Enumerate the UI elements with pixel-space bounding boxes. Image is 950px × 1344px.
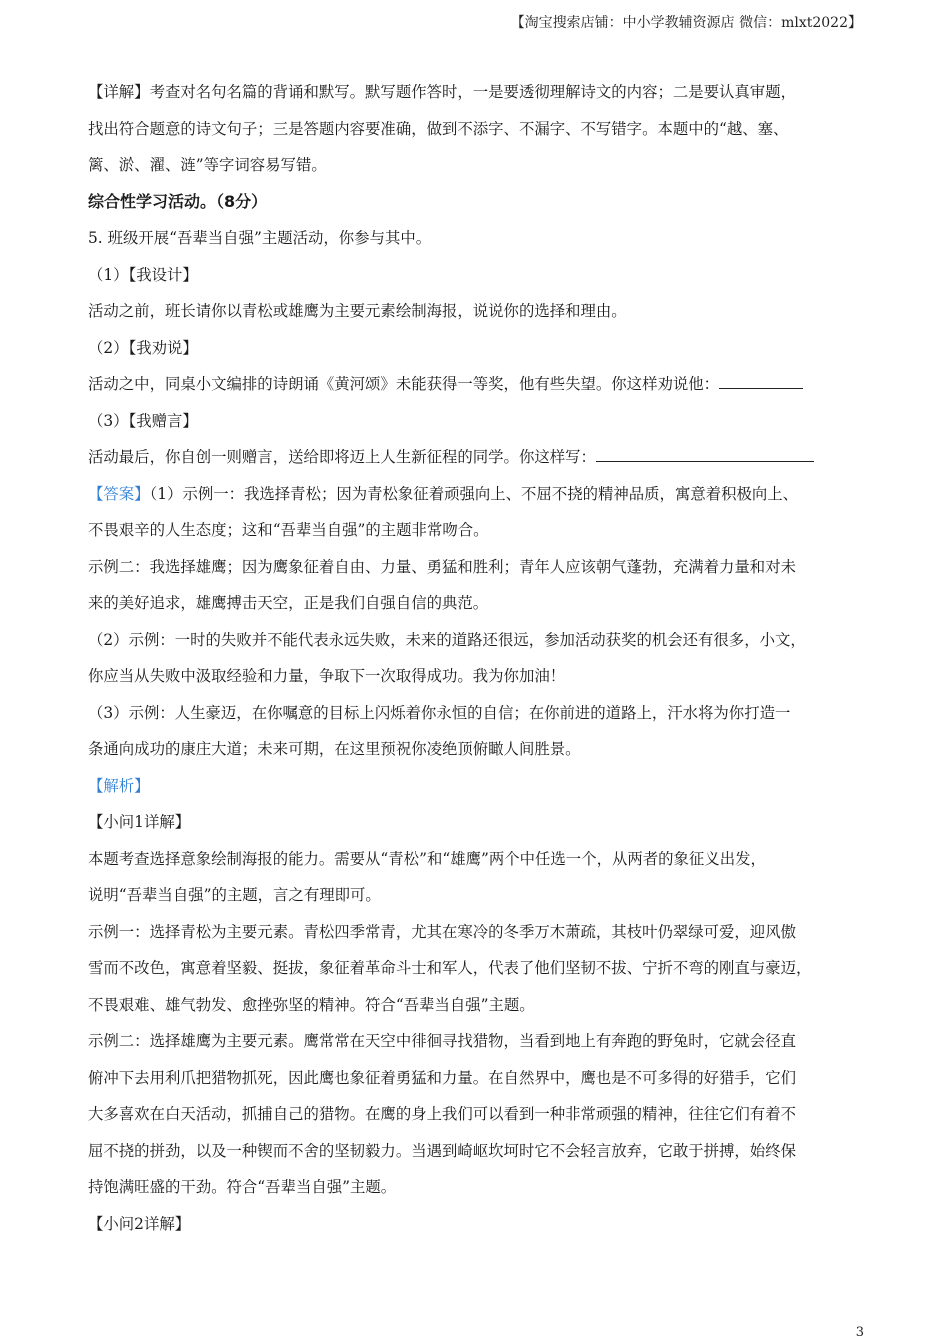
answer-line-8: 条通向成功的康庄大道；未来可期，在这里预祝你凌绝顶俯瞰人间胜景。 xyxy=(88,740,581,758)
answer-line-5: （2）示例：一时的失败并不能代表永远失败，未来的道路还很远，参加活动获奖的机会还有很多，小文， xyxy=(88,630,806,649)
analysis-text-line: 示例一：选择青松为主要元素。青松四季常青，尤其在寒冷的冬季万木萧疏，其枝叶仍翠绿可爱，迎风傲 xyxy=(88,922,796,941)
analysis-text-line: 示例二：选择雄鹰为主要元素。鹰常常在天空中徘徊寻找猎物，当看到地上有奔跑的野兔时，它就会径直 xyxy=(88,1032,796,1050)
subquestion-2-prompt: 活动之中，同桌小文编排的诗朗诵《黄河颂》未能获得一等奖，他有些失望。你这样劝说他： xyxy=(88,366,878,403)
detail-line-1: 【详解】考查对名句名篇的背诵和默写。默写题作答时，一是要透彻理解诗文的内容；二是要认真审题， xyxy=(88,83,796,101)
subquestion-1-title: （1）【我设计】 xyxy=(88,265,198,284)
answer-line-1: 【答案】（1）示例一：我选择青松；因为青松象征着顽强向上、不屈不挠的精神品质，寓意着积极向上、 xyxy=(88,484,799,503)
analysis-text-line: 大多喜欢在白天活动，抓捕自己的猎物。在鹰的身上我们可以看到一种非常顽强的精神，往往它们有着不 xyxy=(88,1105,796,1123)
page-number: 3 xyxy=(855,1325,864,1340)
analysis-text-line: 雪而不改色，寓意着坚毅、挺拔，象征着革命斗士和军人，代表了他们坚韧不拔、宁折不弯的刚直与豪迈， xyxy=(88,959,812,977)
answer-line-7: （3）示例：人生豪迈，在你嘱意的目标上闪烁着你永恒的自信；在你前进的道路上，汗水将为你打造一 xyxy=(88,703,791,722)
answer-blank xyxy=(719,366,803,389)
section-heading: 综合性学习活动。（8分） xyxy=(88,191,268,211)
page-header: 【淘宝搜索店铺：中小学教辅资源店 微信：mlxt2022】 xyxy=(510,15,862,31)
question-5-stem: 5. 班级开展“吾辈当自强”主题活动，你参与其中。 xyxy=(88,229,432,247)
analysis-text-line: 说明“吾辈当自强”的主题，言之有理即可。 xyxy=(88,886,381,904)
analysis-line xyxy=(88,768,878,805)
subquestion-3-prompt: 活动最后，你自创一则赠言，送给即将迈上人生新征程的同学。你这样写： xyxy=(88,439,878,476)
document-body xyxy=(88,74,878,1242)
detail-line-3: 篱、淤、濯、涟”等字词容易写错。 xyxy=(88,156,327,174)
detail-line-2: 找出符合题意的诗文句子；三是答题内容要准确，做到不添字、不漏字、不写错字。本题中的“越、塞、 xyxy=(88,119,789,138)
subquestion-3-title: （3）【我赠言】 xyxy=(88,411,198,430)
subquestion-2-analysis-title: 【小问2详解】 xyxy=(88,1214,191,1233)
answer-line-4: 来的美好追求，雄鹰搏击天空，正是我们自强自信的典范。 xyxy=(88,594,489,612)
subquestion-1-prompt: 活动之前，班长请你以青松或雄鹰为主要元素绘制海报，说说你的选择和理由。 xyxy=(88,302,627,320)
subquestion-1-analysis-title: 【小问1详解】 xyxy=(88,813,191,831)
analysis-text-line: 屈不挠的拼劲，以及一种锲而不舍的坚韧毅力。当遇到崎岖坎坷时它不会轻言放弃，它敢于拼搏，始终保 xyxy=(88,1141,796,1160)
analysis-text-line: 不畏艰难、雄气勃发、愈挫弥坚的精神。符合“吾辈当自强”主题。 xyxy=(88,995,535,1014)
answer-line-2: 不畏艰辛的人生态度；这和“吾辈当自强”的主题非常吻合。 xyxy=(88,521,489,539)
answer-line-3: 示例二：我选择雄鹰；因为鹰象征着自由、力量、勇猛和胜利；青年人应该朝气蓬勃，充满着力量和对未 xyxy=(88,557,796,576)
analysis-text-line: 本题考查选择意象绘制海报的能力。需要从“青松”和“雄鹰”两个中任选一个，从两者的象征义出发， xyxy=(88,849,766,868)
analysis-label: 【解析】 xyxy=(88,776,150,795)
answer-line-6: 你应当从失败中汲取经验和力量，争取下一次取得成功。我为你加油！ xyxy=(88,667,566,685)
analysis-text-line: 俯冲下去用利爪把猎物抓死，因此鹰也象征着勇猛和力量。在自然界中，鹰也是不可多得的好猎手，它们 xyxy=(88,1068,796,1087)
subquestion-2-title: （2）【我劝说】 xyxy=(88,338,198,357)
analysis-text-line: 持饱满旺盛的干劲。符合“吾辈当自强”主题。 xyxy=(88,1178,397,1196)
answer-label: 【答案】 xyxy=(88,484,150,503)
answer-blank xyxy=(596,439,814,462)
